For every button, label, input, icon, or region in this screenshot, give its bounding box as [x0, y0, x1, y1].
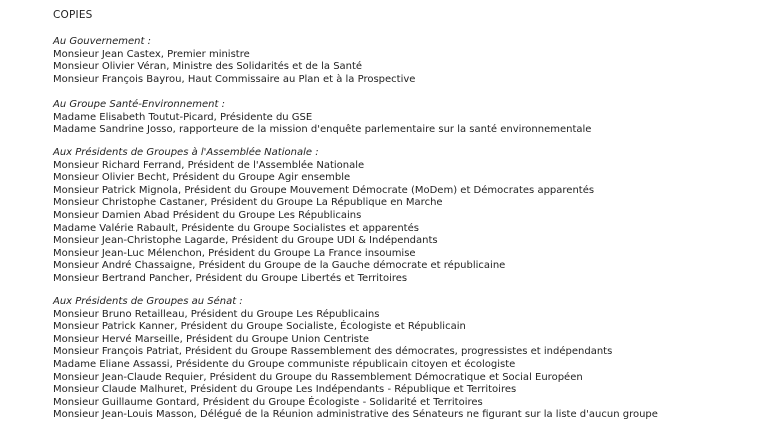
recipient-line: Monsieur Jean-Luc Mélenchon, Président du Groupe La France insoumise — [53, 247, 416, 259]
recipient-line: Monsieur François Patriat, Président du Groupe Rassemblement des démocrates, progressistes et indépendants — [53, 346, 613, 358]
section-gouvernement — [53, 36, 415, 86]
section-heading: Aux Présidents de Groupes à l'Assemblée Nationale : — [53, 147, 319, 158]
recipient-line: Monsieur Jean-Louis Masson, Délégué de la Réunion administrative des Sénateurs ne figurant sur la liste d'aucun groupe — [53, 409, 658, 421]
recipient-line: Monsieur Jean Castex, Premier ministre — [53, 48, 250, 60]
document-title: COPIES — [53, 9, 93, 21]
section-senat — [53, 296, 658, 422]
recipient-line: Madame Eliane Assassi, Présidente du Groupe communiste républicain citoyen et écologiste — [53, 358, 516, 370]
recipient-line: Monsieur Jean-Claude Requier, Président du Groupe du Rassemblement Démocratique et Social Européen — [53, 371, 583, 383]
recipient-line: Monsieur Bruno Retailleau, Président du Groupe Les Républicains — [53, 308, 380, 320]
section-heading: Au Groupe Santé-Environnement : — [53, 99, 225, 110]
recipient-line: Monsieur Hervé Marseille, Président du Groupe Union Centriste — [53, 333, 370, 345]
recipient-line: Monsieur Claude Malhuret, Président du Groupe Les Indépendants - République et Territoires — [53, 384, 517, 396]
recipient-line: Monsieur Bertrand Pancher, Président du Groupe Libertés et Territoires — [53, 272, 408, 284]
recipient-line: Madame Elisabeth Toutut-Picard, Présidente du GSE — [53, 111, 313, 123]
recipient-line: Monsieur Patrick Mignola, Président du Groupe Mouvement Démocrate (MoDem) et Démocrates apparentés — [53, 184, 595, 196]
section-heading: Au Gouvernement : — [53, 36, 151, 47]
recipient-line: Monsieur Patrick Kanner, Président du Groupe Socialiste, Écologiste et Républicain — [53, 321, 466, 333]
recipient-line: Madame Valérie Rabault, Présidente du Groupe Socialistes et apparentés — [53, 222, 419, 234]
recipient-line: Monsieur Jean-Christophe Lagarde, Président du Groupe UDI & Indépendants — [53, 235, 438, 247]
recipient-line: Monsieur Olivier Véran, Ministre des Solidarités et de la Santé — [53, 61, 363, 73]
recipient-line: Monsieur Olivier Becht, Président du Groupe Agir ensemble — [53, 172, 351, 184]
recipient-line: Madame Sandrine Josso, rapporteure de la mission d'enquête parlementaire sur la santé environnementale — [53, 124, 592, 136]
recipient-line: Monsieur André Chassaigne, Président du Groupe de la Gauche démocrate et républicaine — [53, 260, 506, 272]
recipient-line: Monsieur Damien Abad Président du Groupe Les Républicains — [53, 209, 362, 221]
recipient-line: Monsieur Richard Ferrand, Président de l'Assemblée Nationale — [53, 159, 365, 171]
recipient-line: Monsieur Christophe Castaner, Président du Groupe La République en Marche — [53, 197, 443, 209]
section-assemblee-nationale — [53, 147, 594, 286]
section-groupe-sante-environnement — [53, 99, 591, 137]
recipient-line: Monsieur Guillaume Gontard, Président du Groupe Écologiste - Solidarité et Territoires — [53, 396, 483, 408]
recipient-line: Monsieur François Bayrou, Haut Commissaire au Plan et à la Prospective — [53, 73, 416, 85]
section-heading: Aux Présidents de Groupes au Sénat : — [53, 296, 243, 307]
